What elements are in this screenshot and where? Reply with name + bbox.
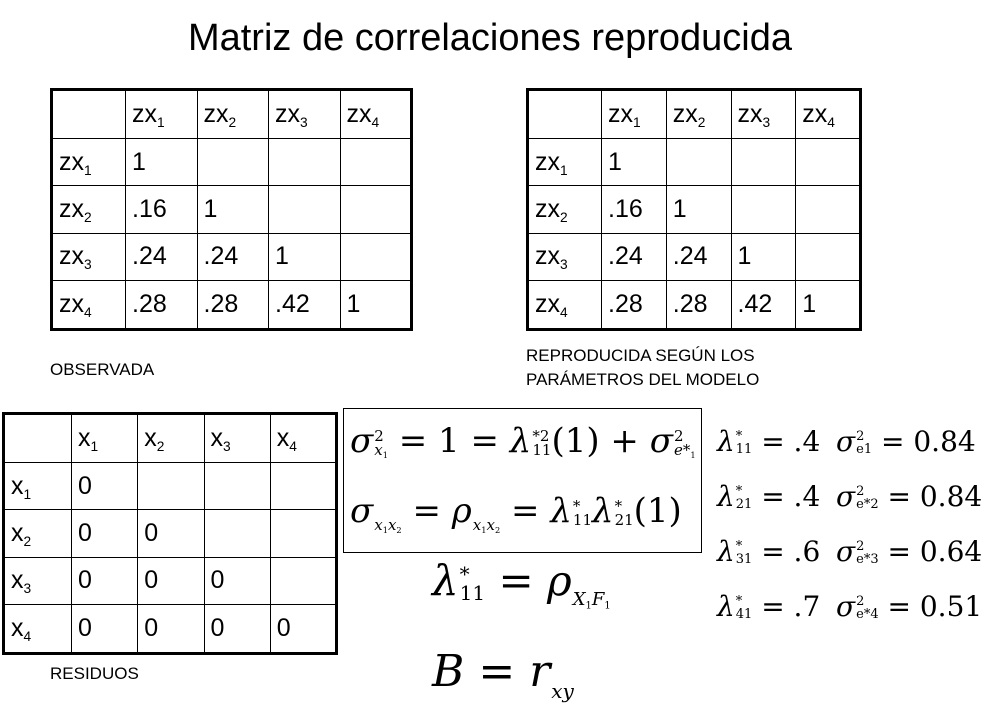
matrix-cell: 0 — [270, 605, 336, 654]
formula-b-r: B = r xy — [432, 646, 574, 703]
matrix-cell: .24 — [126, 233, 198, 280]
matrix-cell — [340, 233, 412, 280]
matrix-column-header: $zx_2$ — [666, 90, 731, 139]
matrix-cell: .24 — [197, 233, 269, 280]
matrix-row-header: $zx_4$ — [52, 281, 126, 330]
reproduced-caption-line2: PARÁMETROS DEL MODELO — [526, 370, 760, 389]
matrix-row-header: $x_4$ — [4, 605, 72, 654]
matrix-cell — [204, 462, 270, 509]
error-variance-value: σ 2 e*4 = 0.51 — [836, 590, 982, 623]
matrix-row — [52, 186, 412, 233]
formula-lambda-rho: λ * 11 = ρ $X_1F_1$ — [432, 556, 611, 612]
matrix-cell: .28 — [602, 281, 667, 330]
matrix-row — [528, 281, 861, 330]
matrix-cell: 0 — [72, 462, 138, 509]
matrix-cell — [269, 186, 341, 233]
matrix-cell — [796, 138, 861, 185]
matrix-column-header: $zx_3$ — [269, 90, 341, 139]
matrix-cell: .16 — [602, 186, 667, 233]
matrix-cell: 1 — [602, 138, 667, 185]
matrix-cell — [340, 138, 412, 185]
matrix-cell — [731, 186, 796, 233]
matrix-header-row — [528, 90, 861, 139]
matrix-cell — [340, 186, 412, 233]
matrix-header-row — [52, 90, 412, 139]
matrix-cell: .42 — [269, 281, 341, 330]
matrix-cell: .28 — [126, 281, 198, 330]
matrix-row-header: $zx_3$ — [528, 233, 602, 280]
matrix-cell — [269, 138, 341, 185]
matrix-cell: 1 — [731, 233, 796, 280]
matrix-column-header: $x_1$ — [72, 414, 138, 463]
matrix-column-header: $x_2$ — [138, 414, 204, 463]
matrix-row-header: $zx_2$ — [528, 186, 602, 233]
matrix-row-header: $zx_4$ — [528, 281, 602, 330]
matrix-corner-cell — [52, 90, 126, 139]
matrix-cell: 0 — [72, 557, 138, 604]
matrix-cell: 0 — [72, 605, 138, 654]
matrix-cell — [796, 186, 861, 233]
matrix-row — [52, 138, 412, 185]
lambda-value: λ * 41 = .7 — [717, 590, 821, 623]
reproduced-caption-line1: REPRODUCIDA SEGÚN LOS — [526, 346, 755, 365]
matrix-row — [528, 233, 861, 280]
matrix-cell — [270, 510, 336, 557]
error-variance-value: σ 2 e*2 = 0.84 — [836, 480, 982, 513]
matrix-row-header: $zx_1$ — [52, 138, 126, 185]
matrix-row — [528, 186, 861, 233]
matrix-cell: 0 — [138, 510, 204, 557]
lambda-value: λ * 11 = .4 — [717, 425, 821, 458]
error-variance-value: σ 2 e1 = 0.84 — [836, 425, 976, 458]
residuals-matrix — [2, 412, 338, 655]
matrix-cell — [731, 138, 796, 185]
matrix-cell: 0 — [72, 510, 138, 557]
matrix-cell: .28 — [197, 281, 269, 330]
matrix-column-header: $x_4$ — [270, 414, 336, 463]
matrix-row — [52, 281, 412, 330]
matrix-cell: 1 — [197, 186, 269, 233]
matrix-column-header: $zx_1$ — [602, 90, 667, 139]
matrix-cell — [270, 557, 336, 604]
reproduced-caption — [526, 344, 759, 392]
error-variance-value: σ 2 e*3 = 0.64 — [836, 535, 982, 568]
matrix-cell — [666, 138, 731, 185]
matrix-cell — [197, 138, 269, 185]
matrix-cell: 0 — [204, 557, 270, 604]
matrix-row — [4, 510, 337, 557]
observed-matrix — [50, 88, 413, 331]
matrix-row — [528, 138, 861, 185]
matrix-cell — [204, 510, 270, 557]
matrix-corner-cell — [4, 414, 72, 463]
matrix-row-header: $x_2$ — [4, 510, 72, 557]
matrix-column-header: $zx_3$ — [731, 90, 796, 139]
matrix-corner-cell — [528, 90, 602, 139]
lambda-value: λ * 21 = .4 — [717, 480, 821, 513]
matrix-header-row — [4, 414, 337, 463]
formula-variance: σ 2 $x_1$ = 1 = λ *2 11 (1) + σ 2 $e*_1$ — [350, 421, 696, 461]
matrix-cell: 1 — [269, 233, 341, 280]
matrix-cell: .42 — [731, 281, 796, 330]
matrix-column-header: $zx_2$ — [197, 90, 269, 139]
matrix-column-header: $x_3$ — [204, 414, 270, 463]
matrix-cell: .24 — [666, 233, 731, 280]
matrix-row-header: $zx_3$ — [52, 233, 126, 280]
matrix-row — [4, 462, 337, 509]
residuals-caption: RESIDUOS — [50, 664, 139, 683]
matrix-cell: .28 — [666, 281, 731, 330]
matrix-cell — [138, 462, 204, 509]
matrix-row-header: $zx_1$ — [528, 138, 602, 185]
matrix-cell: .16 — [126, 186, 198, 233]
matrix-cell: .24 — [602, 233, 667, 280]
matrix-cell — [796, 233, 861, 280]
matrix-column-header: $zx_1$ — [126, 90, 198, 139]
observed-caption: OBSERVADA — [50, 360, 155, 379]
matrix-cell: 0 — [138, 557, 204, 604]
matrix-row — [52, 233, 412, 280]
matrix-cell: 1 — [340, 281, 412, 330]
matrix-row — [4, 605, 337, 654]
matrix-cell — [270, 462, 336, 509]
reproduced-matrix — [526, 88, 862, 331]
lambda-value: λ * 31 = .6 — [717, 535, 821, 568]
matrix-row-header: $x_1$ — [4, 462, 72, 509]
matrix-row-header: $x_3$ — [4, 557, 72, 604]
matrix-cell: 1 — [126, 138, 198, 185]
matrix-column-header: $zx_4$ — [340, 90, 412, 139]
matrix-column-header: $zx_4$ — [796, 90, 861, 139]
matrix-row-header: $zx_2$ — [52, 186, 126, 233]
matrix-row — [4, 557, 337, 604]
matrix-cell: 0 — [204, 605, 270, 654]
slide-title: Matriz de correlaciones reproducida — [187, 17, 793, 59]
formula-covariance: σ $x_1x_2$ = ρ $x_1x_2$ = λ * 11 λ * 21 (1) — [350, 491, 682, 535]
matrix-cell: 1 — [796, 281, 861, 330]
matrix-cell: 1 — [666, 186, 731, 233]
matrix-cell: 0 — [138, 605, 204, 654]
